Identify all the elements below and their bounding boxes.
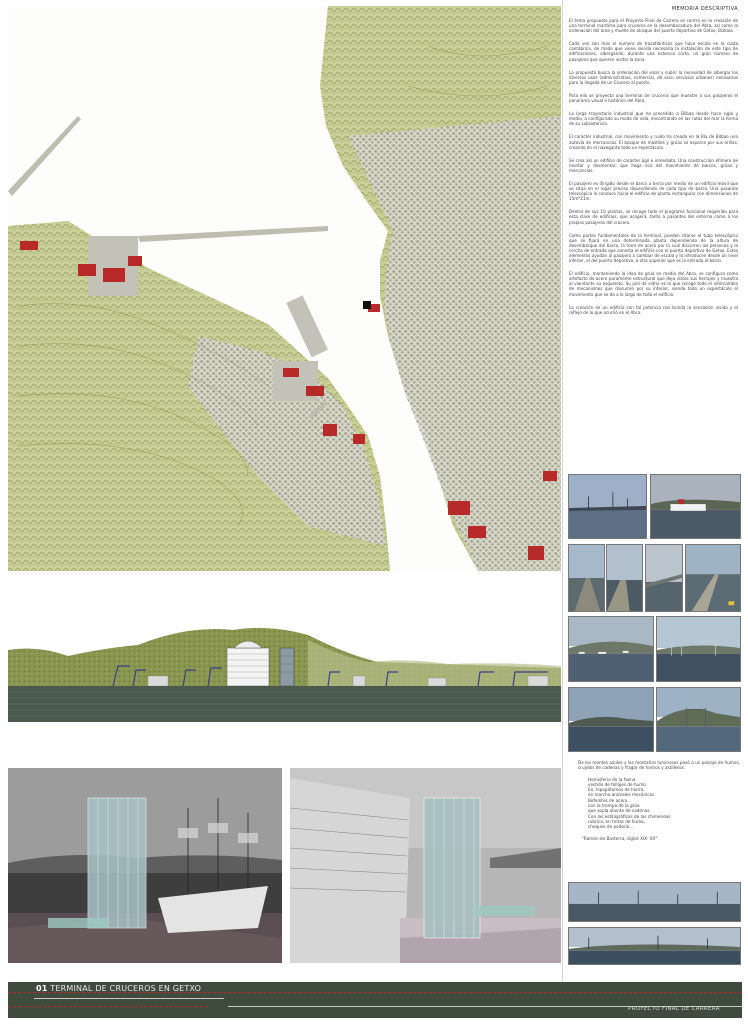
memoria-paragraph: El pasajero es dirigido desde el barco a tierra por medio de un edificio móvil que se sitúa en el lugar preciso dependiendo de cada tipo de barco. Una pasarela telescópica lo conduce hacia el edificio de planta rectangular con dimensiones de 15m*21m. xyxy=(569,180,738,202)
poem-verse: Eo, hipopótamos de hierro, xyxy=(588,787,645,793)
photo-marina-town xyxy=(568,616,654,682)
poem-signature: "Ramón de Basterra, siglos XIX- XX" xyxy=(582,835,658,841)
render-tower-cruiseship-image xyxy=(290,768,561,963)
site-plan-drawing xyxy=(8,6,561,571)
memoria-column xyxy=(565,6,742,323)
photo-panorama-docks xyxy=(568,882,741,922)
photo-quay xyxy=(606,544,643,612)
poem-verse: Con las estilográficas de las chimeneas xyxy=(588,813,671,819)
poem-block xyxy=(578,760,743,841)
memoria-paragraph: La creación de un edificio con tal potencia nos brinda la sensación vívida y el reflejo de lo que ocurrió en el Abra. xyxy=(569,304,738,315)
memoria-title: MEMORIA DESCRIPTIVA xyxy=(671,6,738,12)
poem-verse: con la trompa de la grúa xyxy=(588,803,640,809)
cruise-ship-elevation xyxy=(227,641,269,686)
memoria-paragraph: El edificio, manteniendo la idea de grúa en medio del Abra, se configura como artefacto de acero puramente estructural que deja vistos sus herrajes y muestra al viandante su esqueleto. Su piel de vidrio es la que recoge todo el intercambio de mecanismos que discurren por su interior, siendo todo un espectáculo el movimiento que se da a lo largo de todo el edificio. xyxy=(569,271,738,297)
poem-verse: Befonites de acero, xyxy=(588,797,629,803)
photo-panorama-river xyxy=(568,927,741,965)
riverfront-elevation xyxy=(8,600,561,740)
memoria-paragraph: El carácter industrial, con movimiento y ruido ha creado en la Ría de Bilbao una autovía de mercancías. El bosque de mástiles y grúas se esparce por sus orillas, creando en el navegante todo un espectáculo. xyxy=(569,134,738,150)
project-subtitle: PROYECTO FINAL DE CARRERA xyxy=(628,1006,720,1012)
photo-breakwater xyxy=(685,544,741,612)
project-title xyxy=(36,984,201,993)
photo-port-boats xyxy=(656,616,741,682)
site-plan-map xyxy=(8,6,561,571)
photo-cruise-ship xyxy=(650,474,741,539)
memoria-paragraph: El tema propuesto para el Proyecto Final de Carrera se centra en la creación de una terminal marítima para cruceros en la desembocadura del Abra, así como la ordenación del área y muelle de atraque del puerto deportivo de Getxo, Bizkaia. xyxy=(569,18,738,34)
memoria-paragraph: Para ello se proyecta una terminal de cruceros que muestre a sus pasajeros el panorama visual e histórico del Abra. xyxy=(569,92,738,104)
memoria-paragraph: Se crea así un edificio de carácter ágil e inmediato. Una construcción efímera de montar y desmontar, que haga eco del movimiento de barcos, grúas y mercancías. xyxy=(569,157,738,173)
photo-harbour-cranes xyxy=(568,474,647,539)
poem-verse: vestido de follajes de humo. xyxy=(588,781,648,787)
poem-verse: rubrica, en tintas de humo, xyxy=(588,818,646,824)
photo-bridge-hills xyxy=(656,687,741,752)
poem-verse: en marcha animales mecánicos. xyxy=(588,792,656,798)
elevation-drawing xyxy=(8,600,561,740)
poem-verse: cheques de poderío... xyxy=(588,824,634,830)
project-title-text: TERMINAL DE CRUCEROS EN GETXO xyxy=(50,984,202,993)
memoria-paragraph: Cada vez son más el número de trasatlánticos que hace escala en la costa cantábrica, de modo que viene siendo necesaria la instalación de este tipo de edificaciones, albergando, durante una estancia corta, un gran número de pasajeros que quieren visitar la zona. xyxy=(569,41,738,62)
photo-bridge xyxy=(645,544,683,612)
poem-verse: que sopla aliento de cadenas. xyxy=(588,808,651,814)
memoria-paragraph: Dentro de sus 10 plantas, se recoge todo el programa funcional requerido para esta clase de edificios, que acogerá, tanto a pasantes del entorno como a los propios pasajeros del crucero. xyxy=(569,209,738,225)
render-tower-sailship-image xyxy=(8,768,282,963)
project-number: 01 xyxy=(36,984,48,993)
band-rule xyxy=(34,998,224,999)
band-dashed-line xyxy=(8,1006,208,1007)
poem-intro: De los montes azules y las montañas luminosas pasó a un paisaje de humos, crujidos de cadenas y fragor de hornos y astilleros. xyxy=(578,760,740,771)
photo-estuary-evening xyxy=(568,687,654,752)
photo-pier-walk xyxy=(568,544,605,612)
render-tower-sailship xyxy=(8,768,282,963)
column-divider xyxy=(562,0,563,990)
title-band xyxy=(8,982,742,1018)
memoria-paragraph: Como partes fundamentales de la terminal, pueden citarse el tubo telescópico que se fijará en una determinada planta dependiendo de la altura de desembarque del barco, la torre de acero por la cual discurren las personas y la cercha de entrada que conecta el edificio con el puerto deportivo de Getxo. Estos elementos ayudan al pasajero a cambiar de escala y lo introducen desde un nivel inferior, el del puerto deportivo, a otro superior que es la entrada al barco. xyxy=(569,232,738,264)
poem-verse: Hemisferio de la faena xyxy=(588,776,636,782)
memoria-paragraph: La larga trayectoria industrial que ha precedido a Bilbao desde hace siglo y medio, a configurado su modo de vida, encontrando en las rutas del mar la forma de su subsistencia. xyxy=(569,111,738,127)
memoria-paragraph: La propuesta busca la ordenación del solar y cubrir la necesidad de albergar los diversos usos (administrativo, comercial, de ocio, servicios urbanos) necesarios para la llegada de un Crucero al puerto. xyxy=(569,69,738,85)
render-tower-cruiseship xyxy=(290,768,561,963)
